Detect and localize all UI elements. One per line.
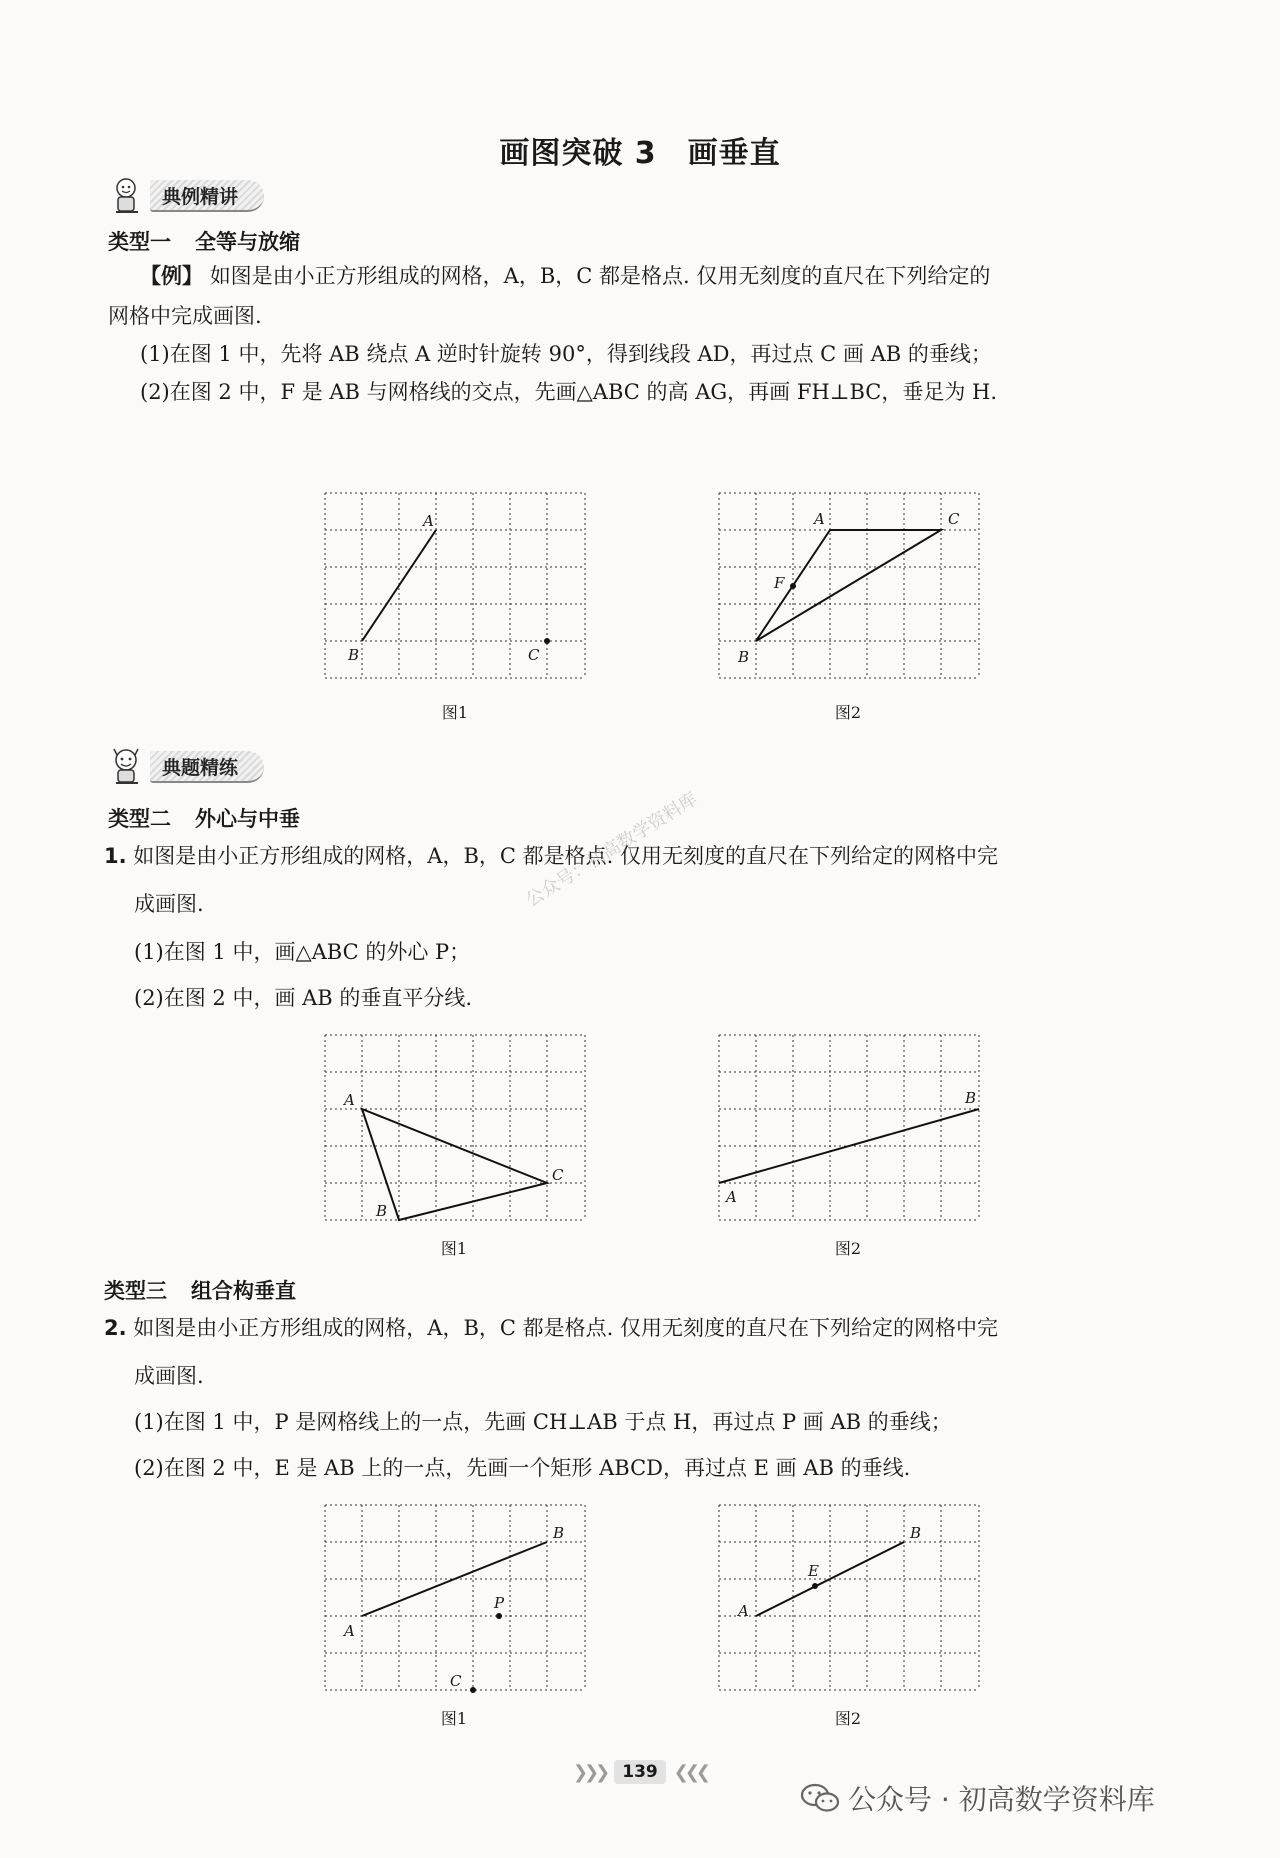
example-figure-1	[320, 488, 590, 688]
label-a: A	[423, 512, 434, 530]
label-c: C	[552, 1166, 564, 1184]
label-p: P	[494, 1594, 505, 1612]
label-b: B	[910, 1524, 922, 1542]
example-question-1: (1)在图 1 中，先将 AB 绕点 A 逆时针旋转 90°，得到线段 AD，再过点 C 画 AB 的垂线；	[140, 342, 992, 366]
section-label: 类型一	[108, 230, 171, 254]
point-p	[496, 1613, 502, 1619]
label-b: B	[376, 1202, 388, 1220]
mascot-icon	[108, 747, 146, 787]
grid-lines	[719, 1505, 979, 1690]
figure-caption: 图1	[441, 703, 469, 722]
figure-caption: 图1	[440, 1709, 468, 1728]
diagonal-watermark: 公众号：初高数学资料库	[522, 788, 702, 912]
example-figure-2	[714, 488, 984, 688]
mascot-icon	[108, 176, 146, 216]
problem-text: 如图是由小正方形组成的网格，A，B，C 都是格点. 仅用无刻度的直尺在下列给定的网格中完	[133, 1316, 998, 1340]
segment-ab	[362, 1542, 547, 1616]
wechat-icon	[800, 1782, 840, 1814]
label-b: B	[553, 1524, 565, 1542]
section-name: 组合构垂直	[191, 1279, 296, 1303]
figure-caption: 图2	[834, 1239, 862, 1258]
problem-number: 2.	[104, 1316, 127, 1340]
practice-banner-label: 典题精练	[150, 751, 264, 783]
section-heading-3	[104, 1275, 296, 1305]
page-number: 139	[614, 1760, 666, 1784]
problem-1-figure-2	[714, 1030, 984, 1230]
section-heading-2	[108, 803, 300, 833]
problem-2-line-2: 成画图.	[134, 1364, 204, 1388]
label-e: E	[808, 1562, 819, 1580]
example-text-1: 如图是由小正方形组成的网格，A，B，C 都是格点. 仅用无刻度的直尺在下列给定的	[209, 264, 991, 288]
problem-text: 如图是由小正方形组成的网格，A，B，C 都是格点. 仅用无刻度的直尺在下列给定的网格中完	[133, 844, 998, 868]
section-heading-1	[108, 226, 300, 256]
page-title: 画图突破 3 画垂直	[499, 136, 781, 171]
section-name: 全等与放缩	[195, 230, 300, 254]
point-c	[470, 1687, 476, 1693]
problem-1-figure-1	[320, 1030, 590, 1230]
problem-2-figure-2	[714, 1500, 984, 1700]
label-b: B	[738, 648, 750, 666]
label-f: F	[774, 574, 785, 592]
problem-1-question-2: (2)在图 2 中，画 AB 的垂直平分线.	[134, 986, 473, 1010]
problem-2-figure-1	[320, 1500, 590, 1700]
problem-1-line-1	[104, 846, 998, 867]
label-c: C	[450, 1672, 462, 1690]
problem-2-question-1: (1)在图 1 中，P 是网格线上的一点，先画 CH⊥AB 于点 H，再过点 P 画 AB 的垂线；	[134, 1410, 952, 1434]
footer-watermark-text: 公众号 · 初高数学资料库	[848, 1783, 1155, 1816]
grid-lines	[325, 1505, 585, 1690]
footer-watermark	[800, 1778, 1155, 1818]
example-tag: 【例】	[140, 264, 203, 288]
label-b: B	[965, 1089, 977, 1107]
label-a: A	[726, 1188, 737, 1206]
right-arrows-icon: ❯❯❯	[573, 1761, 607, 1783]
example-line-1	[140, 266, 990, 287]
label-a: A	[738, 1602, 749, 1620]
section-label: 类型三	[104, 1279, 167, 1303]
problem-2-line-1	[104, 1318, 998, 1339]
practice-banner	[108, 747, 264, 787]
grid-lines	[719, 1035, 979, 1220]
figure-caption: 图1	[440, 1239, 468, 1258]
triangle-abc	[362, 1109, 547, 1220]
section-label: 类型二	[108, 807, 171, 831]
section-name: 外心与中垂	[195, 807, 300, 831]
example-question-2: (2)在图 2 中，F 是 AB 与网格线的交点，先画△ABC 的高 AG，再画 FH⊥BC，垂足为 H.	[140, 380, 998, 404]
segment-ab	[756, 1542, 904, 1616]
point-c	[544, 638, 550, 644]
label-c: C	[948, 510, 960, 528]
label-a: A	[344, 1091, 355, 1109]
label-b: B	[348, 646, 360, 664]
point-f	[790, 583, 796, 589]
example-line-2: 网格中完成画图.	[108, 304, 262, 328]
label-a: A	[344, 1622, 355, 1640]
left-arrows-icon: ❮❮❮	[673, 1761, 707, 1783]
figure-caption: 图2	[834, 703, 862, 722]
problem-1-line-2: 成画图.	[134, 892, 204, 916]
label-a: A	[814, 510, 825, 528]
figure-caption: 图2	[834, 1709, 862, 1728]
problem-number: 1.	[104, 844, 127, 868]
point-e	[812, 1583, 818, 1589]
grid-lines	[325, 493, 585, 678]
example-banner-label: 典例精讲	[150, 180, 264, 212]
problem-1-question-1: (1)在图 1 中，画△ABC 的外心 P；	[134, 940, 471, 964]
problem-2-question-2: (2)在图 2 中，E 是 AB 上的一点，先画一个矩形 ABCD，再过点 E 画 AB 的垂线.	[134, 1456, 911, 1480]
label-c: C	[528, 646, 540, 664]
example-banner	[108, 176, 264, 216]
grid-lines	[325, 1035, 585, 1220]
